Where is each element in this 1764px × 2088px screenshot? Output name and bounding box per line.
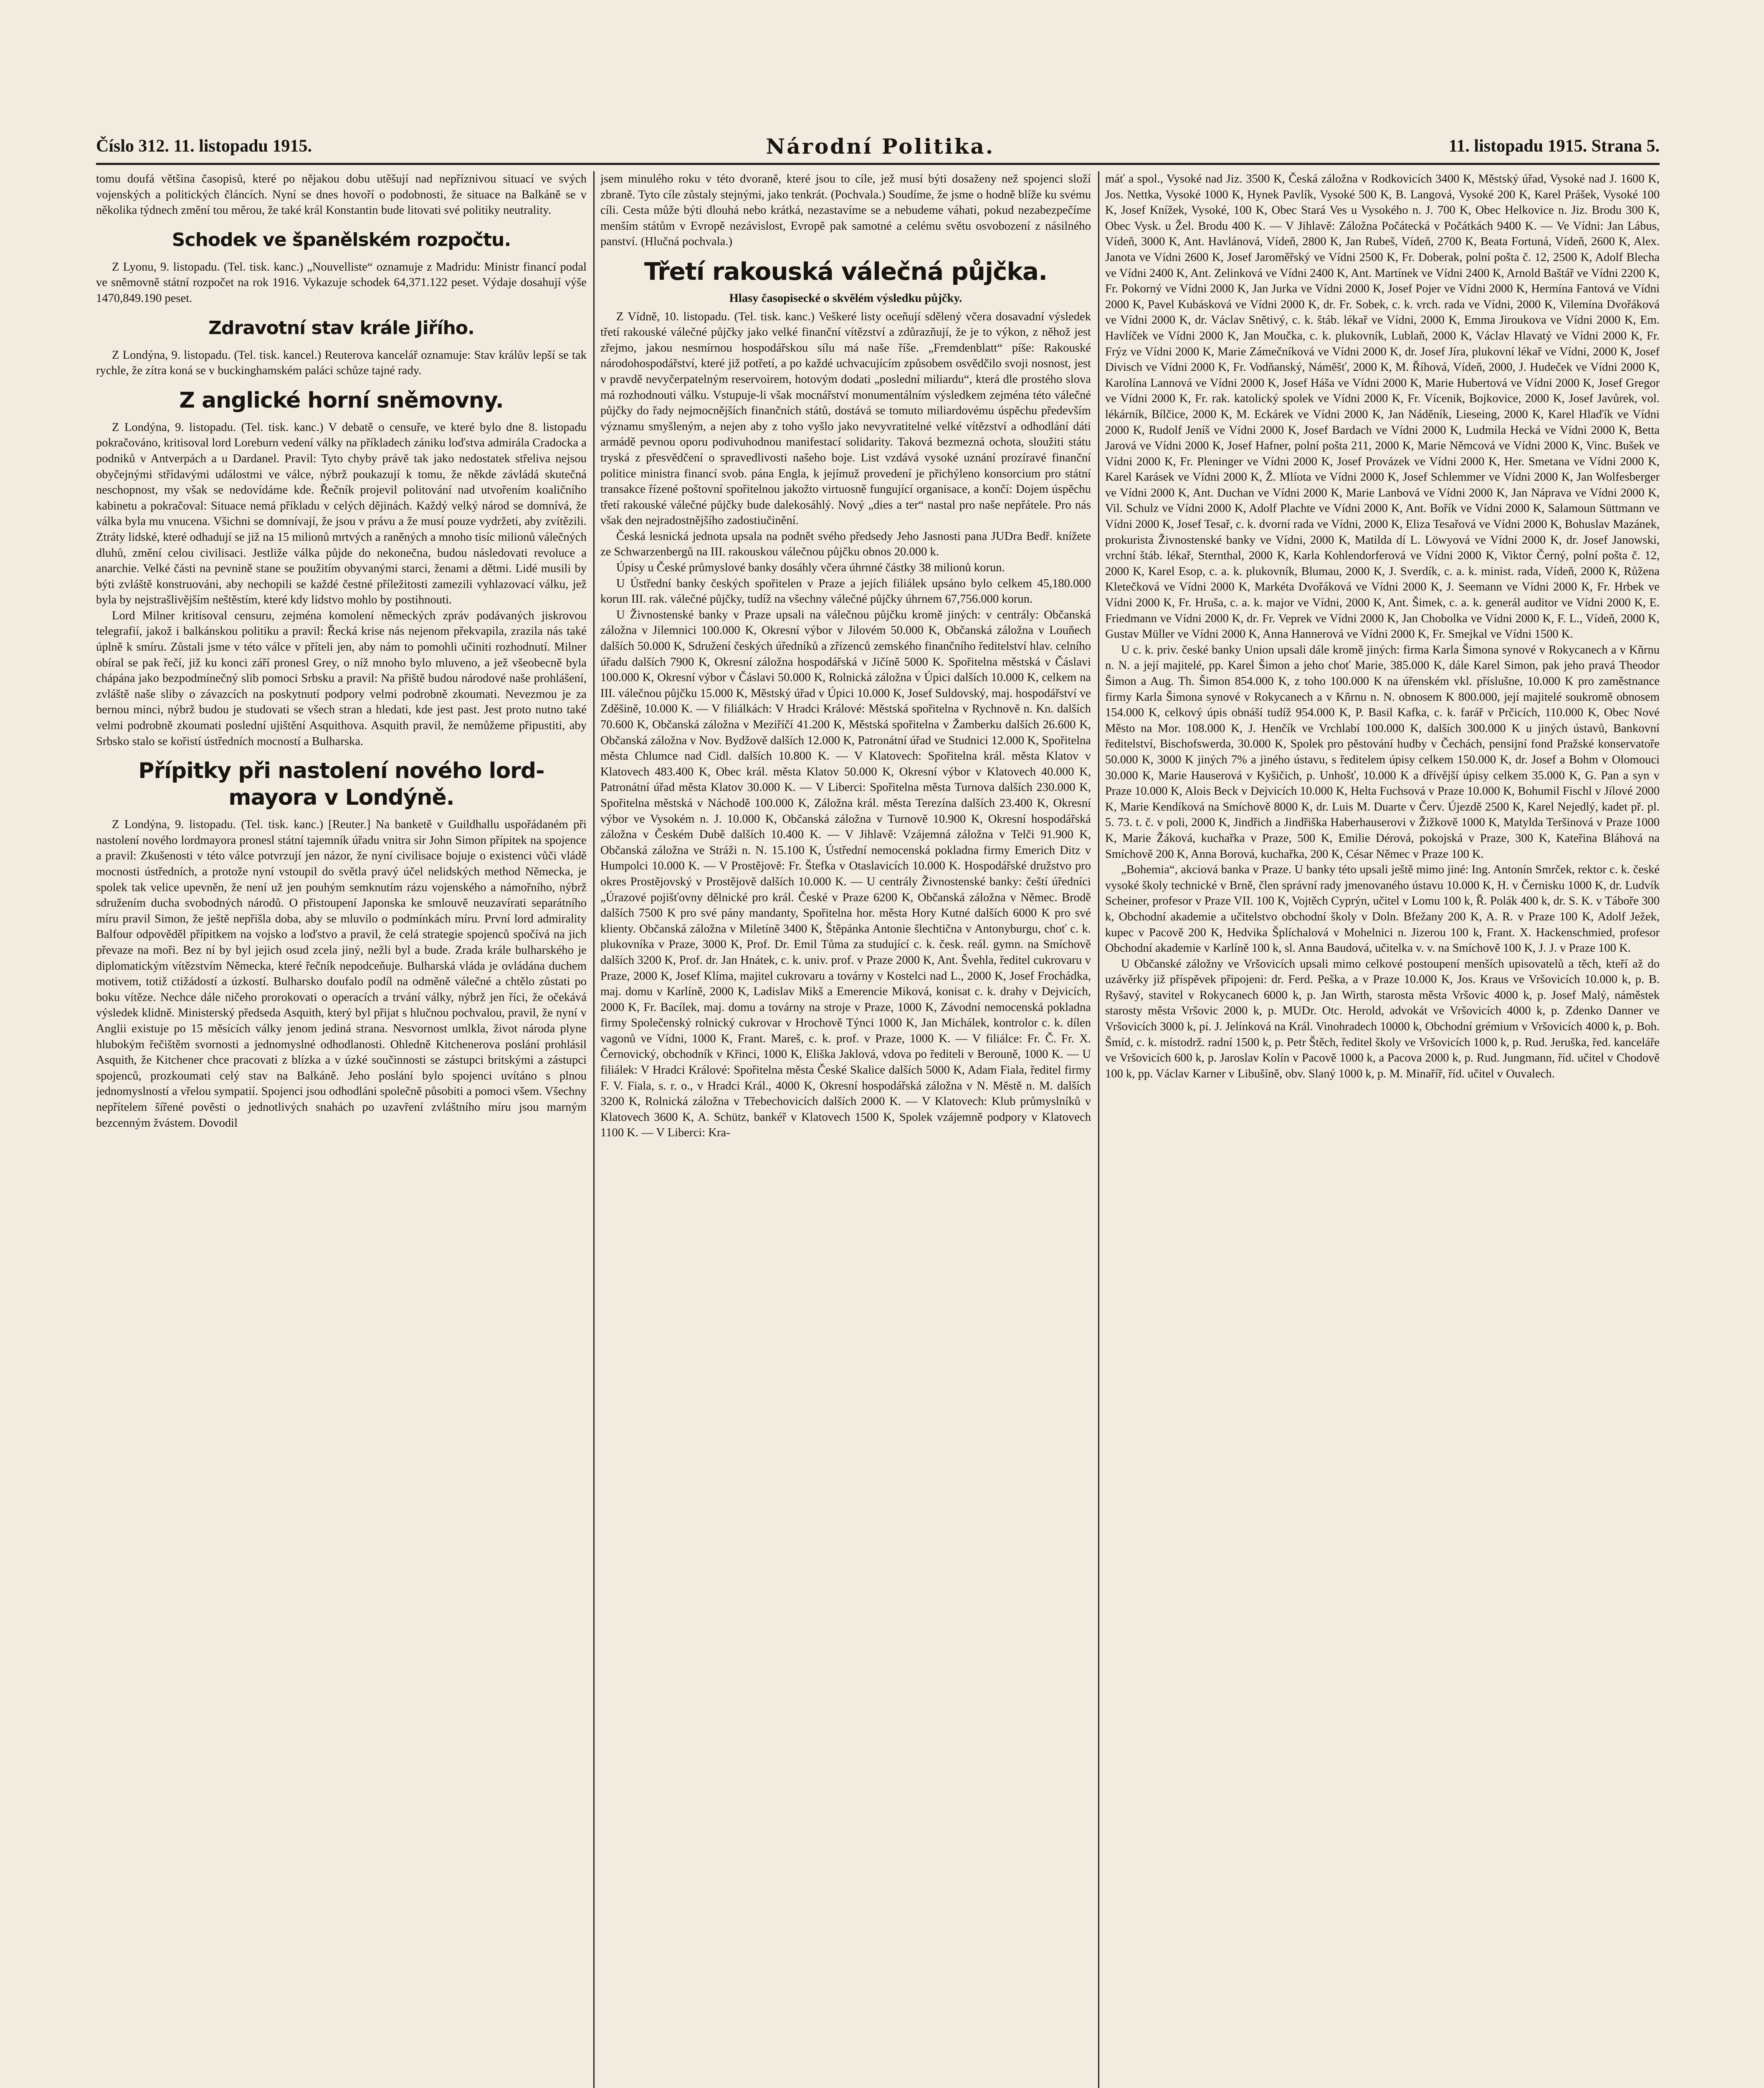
article-lord-mayor: Z Londýna, 9. listopadu. (Tel. tisk. kanc.) [Reuter.] Na banketě v Guildhallu uspořádaném při nastolení nového lordmayora pronesl státní tajemník úřadu vnitra sir John Simon přípitek na spojence a pravil: Zkušenosti v této válce potvrzují jen názor, že nyní civilisace bojuje o existenci vůči vládě mocnosti ústředních, a protože nyní vstoupil do světla pravý účel nelidských method Německa, je spolek tak velice upevněn, že není už jen pouhým semknutím rázu vojenského a námořního, nýbrž sdružením ducha svobodných národů. O přistoupení Japonska ke smlouvě neuzavírati separátního míru pravil Simon, že ještě nepřišla doba, aby se mluvilo o podmínkách míru. První lord admirality Balfour odpověděl přípitkem na vojsko a loďstvo a pravil, že celá strategie spojenců spočívá na jich převaze na moři. Bez ní by byl jejich osud zcela jiný, nežli byl a bude. Zrada krále bulharského je diplomatickým vítězstvím Německa, které řečník nepodceňuje. Bulharská vláda je ovládána duchem motivem, totiž ctižádostí a úzkostí. Bulharsko doufalo podíl na odměně válečné a chtělo zůstati po boku vítěze. Nechce dále ničeho prorokovati o operacích a trvání války, nýbrž jen říci, že očekává výsledek klidně. Ministerský předseda Asquith, který byl přijat s hlučnou pochvalou, pravil, že nyní v Anglii existuje po 15 měsících války jenom jediná strana. Nesvornost umlkla, život národa plyne hlubokým řečištěm svornosti a jednomyslné odhodlanosti. Ohledně Kitchenerova poslání prohlásil Asquith, že Kitchener chce pracovati z blízka a v úzké součinnosti se zástupci britskými a zástupci spojenců, prozkoumati celý stav na Balkáně. Jeho poslání bylo spojenci uvítáno s plnou jednomyslností a vřelou sympatií. Spojenci jsou odhodláni společně působiti a pomoci všem. Všechny nepřítelem šířené pověsti o jednotlivých snahách po uzavření zvláštního míru jsou marným bezcenným žvástem. Dovodil bbox=[96, 818, 587, 1130]
subscriber-list-vrsovice: U Občanské záložny ve Vršovicích upsali mimo celkové postoupení menších upisovatelů a těch, kteří až do uzávěrky již příspěvek připojeni: dr. Ferd. Peška, a v Praze 10.000 K, Jos. Kraus ve Vršovicích 10.000 k, p. B. Ryšavý, stavitel v Rokycanech 6000 k, p. Jan Wirth, starosta města Vršovic 4000 k, p. Josef Malý, náměstek starosty města Vršovic 2000 k, p. MUDr. Otc. Herold, advokát ve Vršovicích 4000 k, p. Zdenko Danner ve Vršovicích 3000 k, pí. J. Jelínková na Král. Vinohradech 10000 k, Obchodní grémium v Vršovicích 4000 k, p. Boh. Šmíd, c. k. místodrž. radní 1500 k, p. Petr Štěch, ředitel školy ve Vršovicích 1000 k, p. Rud. Jeruška, řed. kanceláře ve Vršovicích 600 k, p. Jaroslav Kolín v Pacově 1000 k, a Pacova 2000 k, p. Rud. Jungmann, říd. učitel v Chodově 100 k, pp. Václav Karner v Libušíně, obv. Slaný 1000 k, p. M. Minaříř, říd. učitel v Ouvalech. bbox=[1105, 957, 1660, 1080]
newspaper-title: Národní Politika. bbox=[766, 134, 995, 159]
subscriber-list: máť a spol., Vysoké nad Jiz. 3500 K, Česká záložna v Rodkovicích 3400 K, Městský úřad, Vysoké nad J. 1600 K, Jos. Nettka, Vysoké 1000 K, Hynek Pavlík, Vysoké 500 K, B. Langová, Vysoké 200 K, Karel Prášek, Vysoké 100 K, Josef Knížek, Vysoké, 100 K, Obec Stará Ves u Vysokého n. J. 700 K, Obec Helkovice n. Jiz. Brodu 300 K, Obec Vysk. u Žel. Brodu 400 K. — V Jihlavě: Záložna Počátecká v Počátkách 9400 K. — Ve Vídni: Jan Lábus, Vídeň, 3000 K, Ant. Havlánová, Vídeň, 2800 K, Jan Rubeš, Vídeň, 2700 K, Beata Fortuná, Vídeň, 2600 K, Alex. Janota ve Vídni 2600 K, Josef Jaroměřský ve Vídni 2500 K, Fr. Doberak, polní pošta č. 12, 2500 K, Adolf Blecha ve Vídni 2400 K, Ant. Zelinková ve Vídni 2400 K, Ant. Martínek ve Vídni 2400 K, Arnold Baštář ve Vídni 2200 K, Fr. Pokorný ve Vídni 2000 K, Jan Jurka ve Vídni 2000 K, Josef Pojer ve Vídni 2000 K, Hermína Fantová ve Vídni 2000 K, Pavel Kubásková ve Vídni 2000 K, dr. Fr. Sobek, c. k. vrch. rada ve Vídni, 2000 K, Vilemína Dvořáková ve Vídni 2000 K, dr. Václav Snětivý, c. k. štáb. lékař ve Vídni, 2000 K, Emma Jiroukova ve Vídni 2000 K, Em. Havlíček ve Vídni 2000 K, Jan Moučka, c. k. plukovník, Lublaň, 2000 K, Václav Hlavatý ve Vídni 2000 K, Fr. Frýz ve Vídni 2000 K, Marie Zámečníková ve Vídni 2000 K, dr. Josef Jíra, plukovní lékař ve Vídni, 2000 K, Josef Divisch ve Vídni 2000 K, Fr. Vodňanský, Náměšť, 2000 K, M. Říhová, Vídeň, 2000, J. Hudeček ve Vídni 2000 K, Karolína Lannová ve Vídni 2000 K, Josef Háša ve Vídni 2000 K, Marie Hubertová ve Vídni 2000 K, Josef Gregor ve Vídni 2000 K, Fr. rak. katolický spolek ve Vídni 2000 K, Fr. Vícenik, Bojkovice, 2000 K, Josef Javůrek, vol. lékárník, Bílčice, 2000 K, M. Eckárek ve Vídni 2000 K, Jan Náděník, Lieseing, 2000 K, Karel Hlaďík ve Vídni 2000 K, Rudolf Jeníš ve Vídni 2000 K, Josef Bardach ve Vídni 2000 K, Ludmila Hecká ve Vídni 2000 K, Betta Jarová ve Vídni 2000 K, Josef Hafner, polní pošta 211, 2000 K, Marie Němcová ve Vídni 2000 K, Vinc. Bušek ve Vídni 2000 K, Fr. Pleninger ve Vídni 2000 K, Josef Provázek ve Vídni 2000 K, Her. Smetana ve Vídni 2000 K, Karel Karásek ve Vídni 2000 K, Ž. Mlíota ve Vídni 2000 K, Josef Schlemmer ve Vídni 2000 K, Jan Wolfesberger ve Vídni 2000 K, Ant. Duchan ve Vídni 2000 K, Marie Lanbová ve Vídni 2000 K, Jan Náprava ve Vídni 2000 K, Vil. Schulz ve Vídni 2000 K, Adolf Plachte ve Vídni 2000 K, Ant. Bořík ve Vídni 2000 K, Salamoun Süttmann ve Vídni 2000 K, Josef Tesař, c. k. dvorní rada ve Vídni, 2000 K, Eliza Tesařová ve Vídni 2000 K, Bohuslav Mazánek, prokurista Živnostenské banky ve Vídni, 2000 K, Matilda dí L. Löwyová ve Vídni 2000 K, dr. Josef Janowski, vrchní štáb. lékař, Sternthal, 2000 K, Karla Kohlendorferová ve Vídni 2000 K, Viktor Černý, polní pošta č. 12, 2000 K, Karel Esop, c. a. k. plukovník, Blumau, 2000 K, J. Sverdík, c. a. k. minist. rada, Vídeň, 2000 K, Růžena Kletečková ve Vídni 2000 K, Markéta Dvořáková ve Vídni 2000 K, J. Seemann ve Vídni 2000 K, Fr. Hrbek ve Vídni 2000 K, Fr. Hruša, c. a. k. major ve Vídni, 2000 K, Ant. Šimek, c. a. k. generál auditor ve Vídni 2000 K, E. Friedmann ve Vídni 2000 K, dr. Fr. Veprek ve Vídni 2000 K, Jan Chobolka ve Vídni 2000 K, F. L., Vídeň, 2000 K, Gustav Müller ve Vídni 2000 K, Anna Hannerová ve Vídni 2000 K, Fr. Smejkal ve Vídni 1500 K. bbox=[1105, 172, 1660, 641]
article-forestry-union: Česká lesnická jednota upsala na podnět svého předsedy Jeho Jasnosti pana JUDra Bedř. knížete ze Schwarzenbergů na III. rakouskou válečnou půjčku obnos 20.000 k. bbox=[600, 530, 1091, 559]
header-rule bbox=[96, 163, 1660, 165]
article-war-loan: Z Vídně, 10. listopadu. (Tel. tisk. kanc.) Veškeré listy oceňují sdělený včera dosavadní výsledek třetí rakouské válečné půjčky jako velké finanční vítězství a zdůrazňují, že je to výkon, z něhož jest zřejmo, jakou nesmírnou hospodářskou sílu má naše říše. „Fremdenblatt“ píše: Rakouské národohospodářství, které již potřetí, a po každé uchvacujícím způsobem osvědčilo svoji nosnost, jest v pravdě nevyčerpatelným reservoirem, hotovým dodati „poslední miliardu“, která dle prostého slova má rozhodnouti válku. Vstupuje-li však mocnářství monumentálním výsledkem zejména této válečné půjčky do řady nejmocnějších finančních států, dostává se tomuto miliardovému úspěchu především významu smyšleným, a nejen aby z toho vyšlo jako nevyvratitelné velké vítězství a odhodlání dáti armádě pevnou oporu podivuhodnou manifestací solidarity. Taková bezmezná ochota, sloužiti státu tryská z přesvědčení o spravedlivosti našeho boje. List vzdává vysoké uznání prozíravé finanční politice ministra financí svob. pána Engla, k jejímuž provedení je přichýleno konsorcium pro státní transakce řízené poštovní spořitelnou jakožto virtuosně fungující organisace, a končí: Dojem úspěchu třetí rakouské válečné půjčky bude dalekosáhlý. Nový „dies a ter“ nastal pro naše nepřátele. Pro nás však den nejradostnějšího zadostiučinění. bbox=[600, 310, 1091, 527]
subscriber-list-bohemia-bank: „Bohemia“, akciová banka v Praze. U banky této upsali ještě mimo jiné: Ing. Antonín Smrček, rektor c. k. české vysoké školy technické v Brně, člen správní rady jmenovaného ústavu 10.000 K, H. v Černisku 1000 K, dr. Ludvík Scheiner, profesor v Praze VII. 100 K, Vojtěch Cyprýn, učitel v Lomu 100 k, Ř. Polák 400 k, dr. S. K. v Táboře 300 k, Obchodní akademie a učitelstvo obchodní školy v Doln. Bfežany 200 K, A. R. v Praze 100 K, Adolf Ježek, kupec v Pacově 200 K, Hedvika Šplíchalová v Mohelnici n. Jizerou 100 k, Frant. X. Hackenschmied, profesor Obchodní akademie v Karlíně 100 k, sl. Anna Baudová, učitelka v. v. na Smíchově 100 K, J. J. v Praze 100 K. bbox=[1105, 863, 1660, 955]
article-house-of-lords-2: Lord Milner kritisoval censuru, zejména komolení německých zpráv podávaných jiskrovou telegrafií, jakož i balkánskou politiku a pravil: Řecká krise nás nejenom překvapila, zrazila nás také úplně k smíru. Zůstali jsme v této válce v příteli jen, aby nám to pomohli učiniti rozhodnutí. Milner obíral se pak řečí, již ku konci září pronesl Grey, o níž mnoho bylo mluveno, a jež všeobecně byla chápána jako bezpodmínečný slib pomoci Srbsku a pravil: Na přiště budou národové naše prohlášení, zvláště naše sliby o závazcích na poskytnutí podpory velmi podrobně zkoumati. Nevezmou je za bernou minci, nýbrž budou je studovati se všech stran a hledati, kde jest past. Jest proto nutno také velmi podrobně zkoumati poslední ujištění Asquithova. Asquith pravil, že nemůžeme připustiti, aby Srbsko stalo se kořistí ústředních mocností a Bulharska. bbox=[96, 609, 587, 748]
headline-spain-budget: Schodek ve španělském rozpočtu. bbox=[172, 229, 511, 251]
article-zivnostenska-bank: U Živnostenské banky v Praze upsali na válečnou půjčku kromě jiných: v centrály: Občanská záložna v Jilemnici 100.000 K, Okresní výbor v Jilovém 50.000 K, Občanská záložna v Louňech dalších 50.000 K, Sdružení českých úředníků a zřízenců zemského finančního ředitelství hlav. celního úřadu dalších 7900 K, Okresní záložna hospodářská v Jičíně 5000 K. Spořitelna městská v Čáslavi 100.000 K, Okresní výbor v Čáslavi 50.000 K, Rolnická záložna v Úpici dalších 10.000 K, celkem na III. válečnou půjčku 15.000 K, Městský úřad v Úpici 10.000 K, Josef Suldovský, maj. hospodářství ve Zděšině, 10.000 K. — V filiálkách: V Hradci Králové: Městská spořitelna v Rychnově n. Kn. dalších 70.600 K, Občanská záložna v Meziříčí 41.200 K, Městská spořitelna v Žamberku dalších 26.600 K, Občanská záložna v Nov. Bydžově dalších 12.000 K, Patronátní úřad ve Studnici 12.000 K, Spořitelna města Chlumce nad Cidl. dalších 10.800 K. — V Klatovech: Spořitelna král. města Klatov v Klatovech 483.400 K, Obec král. města Klatov 50.000 K, Okresní výbor v Klatovech 40.000 K, Patronátní úřad města Klatov 30.000 K. — V Liberci: Spořitelna města Turnova dalších 230.000 K, Spořitelna městská v Náchodě 100.000 K, Záložna král. města Terezína dalších 23.400 K, Okresní výbor ve Vysokém n. J. 10.000 K, Občanská záložna v Turnově 10.900 K, Okresní hospodářská záložna v Českém Dubě dalších 10.400 K. — V Jihlavě: Vzájemná záložna v Telči 91.900 K, Občanská záložna ve Stráži n. N. 15.100 K, Ústřední nemocenská pokladna firmy Emerich Ditz v Humpolci 10.000 K. — V Prostějově: Fr. Štefka v Otaslavicích 10.000 K. Hospodářské družstvo pro okres Prostějovský v Prostějově dalších 10.000 K. — U centrály Živnostenské banky: čeští úředníci „Úrazové pojišťovny dělnické pro král. České v Praze 6200 K, Občanská záložna v Němec. Brodě dalších 7500 K pro své pány mandanty, Spořitelna hor. města Hory Kutné dalších 6000 K pro své klienty. Občanská záložna v Miletíně 3400 K, Štěpánka Antonie šlechtična v Antonyburgu, choť c. k. plukovníka v Praze, 3000 K, Prof. Dr. Emil Tůma za studující c. k. česk. reál. gymn. na Smíchově dalších 3200 K, Prof. dr. Jan Hnátek, c. k. univ. prof. v Praze 2000 K, Ant. Švehla, ředitel cukrovaru v Praze, 2000 K, Josef Klíma, majitel cukrovaru a továrny v Kostelci nad L., 2000 K, Josef Frochádka, maj. domu v Karlíně, 2000 K, Ladislav Mikš a Emerencie Miková, konisat c. k. drahy v Dejvicích, 2000 K, Fr. Bacílek, maj. domu a továrny na stroje v Praze, 1000 K, Závodní nemocenská pokladna firmy Společenský rolnický cukrovar v Hrochově Týnci 1000 K, Jan Michálek, kontrolor c. k. dílen vagonů ve Vídni, 1000 K, Frant. Mareš, c. k. prof. v Praze, 1000 K. — V filiálce: Fr. Č. Fr. X. Černovický, obchodník v Křinci, 1000 K, Eliška Jaklová, vdova po řediteli v Berouně, 1000 K. — U filiálek: V Hradci Králové: Spořitelna města České Skalice dalších 5000 K, Adam Fiala, ředitel firmy F. V. Fiala, s. r. o., v Hradci Král., 4000 K, Okresní hospodářská záložna v N. Městě n. M. dalších 3200 K, Rolnická záložna v Třebechovicích dalších 2000 K. — V Klatovech: Klub průmyslníků v Klatovech 3600 K, A. Schütz, bankéř v Klatovech 1500 K, Spolek vzájemně podpory v Klatovech 1100 K. — V Liberci: Kra- bbox=[600, 608, 1091, 1140]
subheading-war-loan: Hlasy časopisecké o skvělém výsledku půjčky. bbox=[729, 291, 962, 305]
headline-lord-mayor: Přípitky při nastolení nového lord-mayora v Londýně. bbox=[138, 758, 544, 811]
column-3 bbox=[1105, 171, 1660, 2088]
subscriber-list-union-bank: U c. k. priv. české banky Union upsali dále kromě jiných: firma Karla Šimona synové v Rokycanech a v Kňrnu n. N. a její majitelé, pp. Karel Šimon a jeho choť Marie, 385.000 K, dále Karel Simon, pak jeho pravá Theodor Šimon a Aug. Th. Šimon 854.000 K, z toho 100.000 K na úřenském vkl. příslušne, 10.000 K pro zaměstnance firmy Karla Šimona synové v Rokycanech a v Kňrnu n. N. obnosem K 800.000, její majitelé soukromě obnosem 154.000 K, celkový úpis obnáší tudíž 954.000 K, P. Basil Kafka, c. k. farář v Prčicích, 110.000 K, Obec Nové Město na Mor. 108.000 K, J. Henčík ve Vrchlabí 100.000 K, dalších 300.000 K u jiných ústavů, Bankovní ředitelství, Bischofswerda, 30.000 K, Spolek pro pěstování hudby v Čechách, pensijní fond Pražské konservatoře 50.000 K, 3000 K jiných 7% a jiného ústavu, s ředitelem úpisy celkem 150.000 K, dr. Josef a Bohm v Olomouci 30.000 K, Marie Hauserová v Kyšičich, p. Unhošť, 10.000 K a dřívější úpisy celkem 35.000 K, G. Pan a syn v Praze 10.000 K, Alois Beck v Dejvicích 10.000 K, Helta Fuchsová v Praze 10.000 K, Bohumil Fischl v Jílové 2000 K, Marie Kendíková na Smíchově 8000 K, dr. Luis M. Duarte v Červ. Újezdě 2500 K, Karel Nejedlý, kadet př. pl. 5. 73. t. č. v poli, 2000 K, Jindřich a Jindřiška Haberhauserovi v Žižkově 1000 K, Matylda Teršinová v Praze 1000 K, Marie Žáková, kuchařka v Praze, 500 K, Emilie Dérová, pokojská v Praze, 300 K, Kateřina Bláhová na Smíchově 200 K, Anna Borová, kuchařka, 200 K, César Němec v Praze 100 K. bbox=[1105, 643, 1660, 861]
headline-king-health: Zdravotní stav krále Jiřího. bbox=[208, 317, 474, 339]
article-king-health: Z Londýna, 9. listopadu. (Tel. tisk. kancel.) Reuterova kancelář oznamuje: Stav králův lepší se tak rychle, že zítra koná se v buckinghamském paláci schůze tajné rady. bbox=[96, 348, 587, 378]
article-central-bank: U Ústřední banky českých spořitelen v Praze a jejích filiálek upsáno bylo celkem 45,180.000 korun III. rak. válečné půjčky, tudíž na všechny válečné půjčky úhrnem 67,756.000 korun. bbox=[600, 577, 1091, 606]
article-continuation: tomu doufá většina časopisů, které po nějakou dobu utěšují nad nepříznivou situací ve svých vojenských a politických článcích. Nyní se dnes hovoří o podobnosti, že situace na Balkáně se v několika týdnech změní tou měrou, že také král Konstantin bude litovati své politiky neutrality. bbox=[96, 172, 587, 217]
article-industrial-bank: Úpisy u České průmyslové banky dosáhly včera úhrnné částky 38 milionů korun. bbox=[616, 561, 1005, 575]
issue-number: Číslo 312. 11. listopadu 1915. bbox=[96, 137, 312, 156]
column-divider bbox=[593, 171, 595, 2088]
article-spain-budget: Z Lyonu, 9. listopadu. (Tel. tisk. kanc.) „Nouvelliste“ oznamuje z Madridu: Ministr financí podal ve sněmovně státní rozpočet na rok 1916. Vykazuje schodek 64,371.122 peset. Výdaje dosahují výše 1470,849.190 peset. bbox=[96, 260, 587, 305]
headline-war-loan: Třetí rakouská válečná půjčka. bbox=[644, 257, 1048, 286]
article-house-of-lords: Z Londýna, 9. listopadu. (Tel. tisk. kanc.) V debatě o censuře, ve které bylo dne 8. listopadu pokračováno, kritisoval lord Loreburn vedení války na příkladech zániku loďstva admirála Cradocka a podniků v Antverpách a u Dardanel. Pravil: Tyto chyby právě tak jako nedostatek střeliva nejsou obyčejnými střídavými událostmi ve válce, nýbrž poukazují k tomu, že někde závládá skutečná neschopnost, my však se nedovídáme kde. Řečník projevil politování nad utvořením koaličního kabinetu a pokračoval: Situace nemá příkladu v celých dějinách. Každý velký národ se domnívá, že válka byla mu vnucena. Všichni se domnívají, že jsou v právu a že musí pouze vydržeti, aby zvítězili. Ztráty lidské, které odhadují se již na 15 milionů mrtvých a raněných a mnoho tisíc milionů válečných dluhů, změní celou civilisaci. Jestliže válka půjde do nekonečna, budou následovati revoluce a anarchie. Velké části na pevnině stane se použitím obyvanými starci, ženami a dětmi. Lidé musili by býti zvláště konstruováni, aby nechopili se každé čestné příležitosti zamezili vyhlazovací válku, jež byla by nejstrašlivějším neštěstím, které kdy lidstvo mohlo by postihnouti. bbox=[96, 421, 587, 607]
headline-house-of-lords: Z anglické horní sněmovny. bbox=[179, 388, 504, 413]
masthead bbox=[96, 133, 1660, 160]
column-1 bbox=[96, 171, 587, 2088]
article-continuation: jsem minulého roku v této dvoraně, které jsou to cíle, jež musí býti dosaženy než spojenci složí zbraně. Tyto cíle zůstaly stejnými, jako tenkrát. (Pochvala.) Soudíme, že jsme o hodně blíže ku svému cíli. Cesta může býti dlouhá nebo krátká, nezastavíme se a nebudeme váhati, pokud nezabezpečíme menším státům v Evropě nezávislost, Evropě pak samotné a celému světu osvobození z násilného panství. (Hlučná pochvala.) bbox=[600, 172, 1091, 248]
column-divider bbox=[1098, 171, 1099, 2088]
column-2 bbox=[600, 171, 1091, 2088]
page-number: 11. listopadu 1915. Strana 5. bbox=[1448, 137, 1660, 156]
